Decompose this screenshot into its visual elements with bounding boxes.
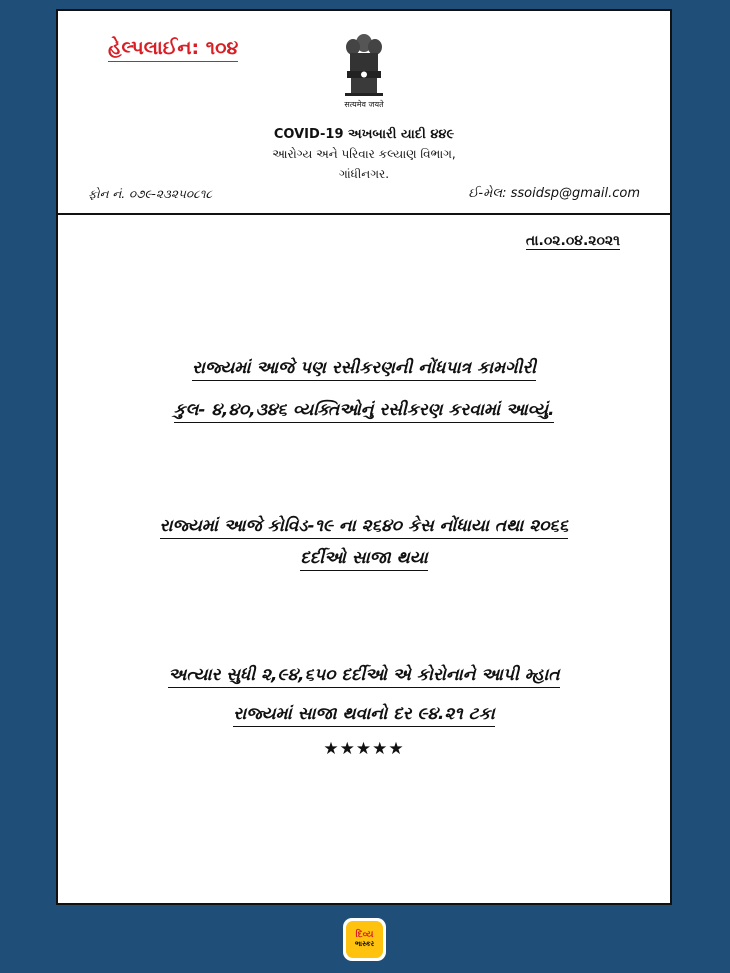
- city-name: ગાંધીનગર.: [338, 167, 390, 181]
- headline-6: રાજ્યમાં સાજા થવાનો દર ૯૪.૨૧ ટકા: [58, 704, 670, 724]
- headline-1: રાજ્યમાં આજે પણ રસીકરણની નોંધપાત્ર કામગીરી: [58, 358, 670, 378]
- department-name: આરોગ્ય અને પરિવાર કલ્યાણ વિભાગ,: [272, 147, 456, 161]
- release-date: તા.૦૨.૦૪.૨૦૨૧: [525, 233, 620, 249]
- headline-5: અત્યાર સુધી ૨,૯૪,૬૫૦ દર્દીઓ એ કોરોનાને આપી મ્હાત: [58, 665, 670, 685]
- divya-bhaskar-logo: [343, 918, 386, 961]
- headline-3: રાજ્યમાં આજે કોવિડ-૧૯ ના ૨૬૪૦ કેસ નોંધાયા તથા ૨૦૬૬: [58, 516, 670, 536]
- logo-badge: [346, 921, 383, 958]
- email-address: ઈ-મેલ: ssoidsp@gmail.com: [468, 186, 640, 201]
- helpline-heading: હેલ્પલાઈન: ૧૦૪: [108, 37, 238, 62]
- press-release-page: [56, 9, 672, 905]
- logo-text-bottom: ભાસ્કર: [354, 940, 375, 948]
- closing-stars: ★★★★★: [323, 739, 405, 759]
- logo-text-top: દિવ્ય: [355, 930, 374, 940]
- ashoka-emblem-icon: [341, 31, 387, 97]
- release-title: COVID-19 અખબારી યાદી ૪૪૯: [273, 127, 455, 142]
- emblem-motto: सत्यमेव जयते: [344, 100, 384, 109]
- phone-number: ફોન નં. ૦૭૯-૨૩૨૫૦૮૧૮: [88, 187, 213, 201]
- headline-2: કુલ- ૪,૪૦,૩૪૬ વ્યક્તિઓનું રસીકરણ કરવામાં આવ્યું.: [58, 400, 670, 420]
- header-divider: [58, 213, 670, 215]
- headline-4: દર્દીઓ સાજા થયા: [58, 548, 670, 568]
- emblem: [336, 31, 392, 117]
